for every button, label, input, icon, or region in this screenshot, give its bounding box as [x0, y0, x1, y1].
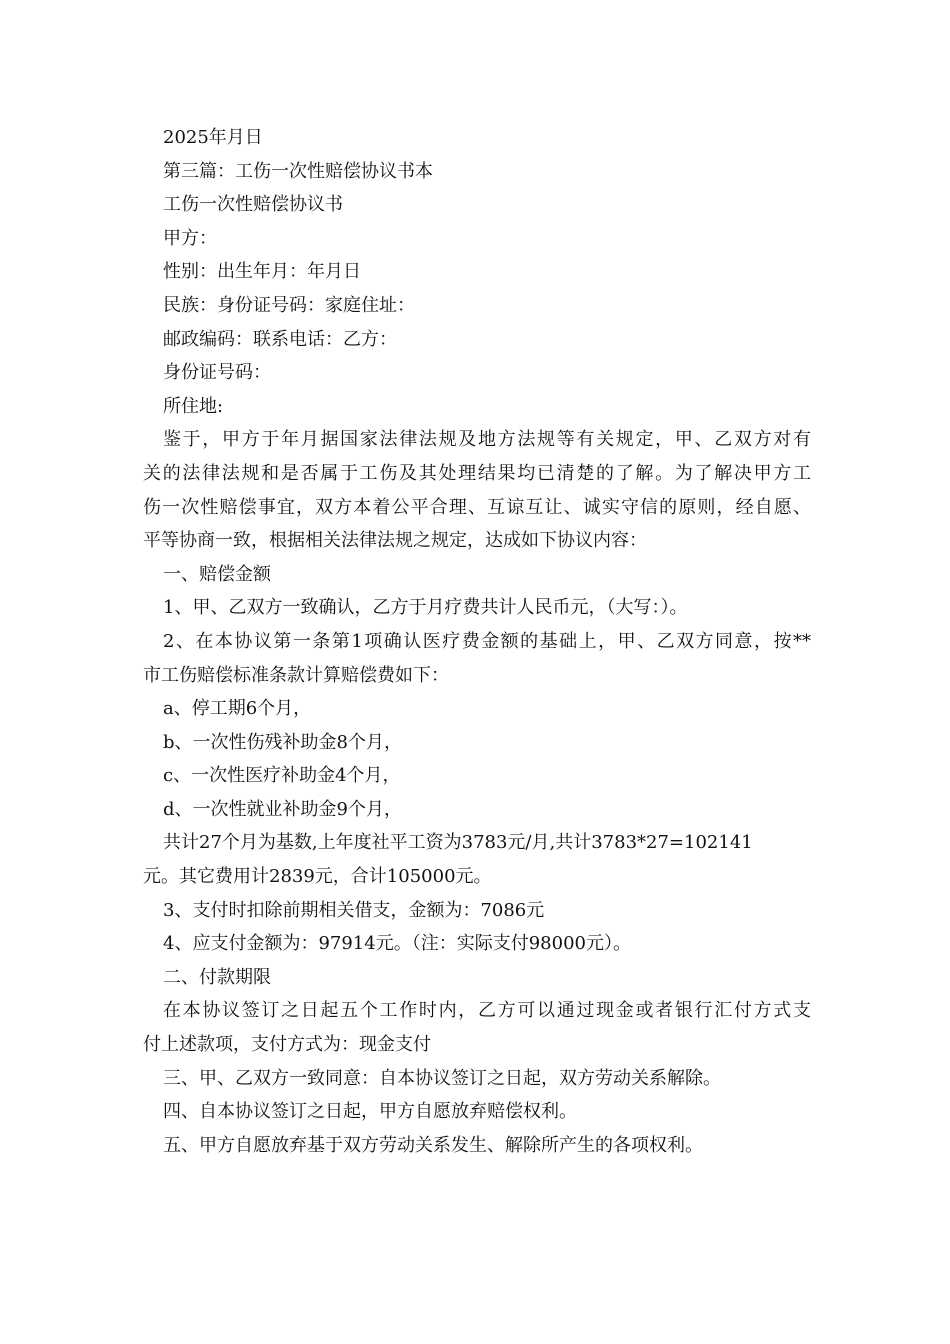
item-b: b、一次性伤残补助金8个月， [163, 731, 402, 753]
clause-4: 4、应支付金额为：97914元。（注：实际支付98000元）。 [163, 933, 631, 955]
postal-phone-party-b-line: 邮政编码：联系电话：乙方： [163, 328, 397, 350]
preamble-line-2: 关的法律法规和是否属于工伤及其处理结果均已清楚的了解。为了解决甲方工 [143, 462, 811, 484]
clause-3: 3、支付时扣除前期相关借支，金额为：7086元 [163, 899, 545, 921]
payment-term-line-1: 在本协议签订之日起五个工作时内，乙方可以通过现金或者银行汇付方式支 [163, 1000, 811, 1022]
preamble-line-4: 平等协商一致，根据相关法律法规之规定，达成如下协议内容： [143, 530, 647, 552]
item-c: c、一次性医疗补助金4个月， [163, 765, 401, 787]
clause-1: 1、甲、乙双方一致确认，乙方于月疗费共计人民币元，（大写：）。 [163, 597, 688, 619]
residence-line: 所住地: [163, 395, 224, 417]
total-calculation-line-1: 共计27个月为基数,上年度社平工资为3783元/月,共计3783*27=102141 [163, 832, 753, 854]
payment-term-line-2: 付上述款项，支付方式为：现金支付 [143, 1034, 431, 1056]
clause-2-line-2: 市工伤赔偿标准条款计算赔偿费如下： [143, 664, 449, 686]
ethnicity-id-address-line: 民族：身份证号码：家庭住址： [163, 294, 415, 316]
document-title: 工伤一次性赔偿协议书 [163, 194, 343, 216]
item-a: a、停工期6个月， [163, 698, 312, 720]
party-a-label: 甲方： [163, 227, 217, 249]
clause-2-line-1: 2、在本协议第一条第1项确认医疗费金额的基础上，甲、乙双方同意，按** [163, 630, 811, 652]
section-3: 三、甲、乙双方一致同意：自本协议签订之日起，双方劳动关系解除。 [163, 1067, 721, 1089]
total-calculation-line-2: 元。其它费用计2839元，合计105000元。 [143, 866, 492, 888]
id-number-line: 身份证号码： [163, 362, 271, 384]
section-5: 五、甲方自愿放弃基于双方劳动关系发生、解除所产生的各项权利。 [163, 1134, 703, 1156]
preamble-line-3: 伤一次性赔偿事宜，双方本着公平合理、互谅互让、诚实守信的原则，经自愿、 [143, 496, 811, 518]
section-payment-term-heading: 二、付款期限 [163, 966, 271, 988]
section-compensation-heading: 一、赔偿金额 [163, 563, 271, 585]
item-d: d、一次性就业补助金9个月， [163, 798, 402, 820]
chapter-heading: 第三篇：工伤一次性赔偿协议书本 [163, 160, 433, 182]
date-line: 2025年月日 [163, 127, 263, 148]
document-body [143, 121, 811, 1162]
section-4: 四、自本协议签订之日起，甲方自愿放弃赔偿权利。 [163, 1101, 577, 1123]
gender-birth-line: 性别：出生年月：年月日 [163, 261, 361, 283]
preamble-line-1: 鉴于，甲方于年月据国家法律法规及地方法规等有关规定，甲、乙双方对有 [163, 429, 811, 451]
